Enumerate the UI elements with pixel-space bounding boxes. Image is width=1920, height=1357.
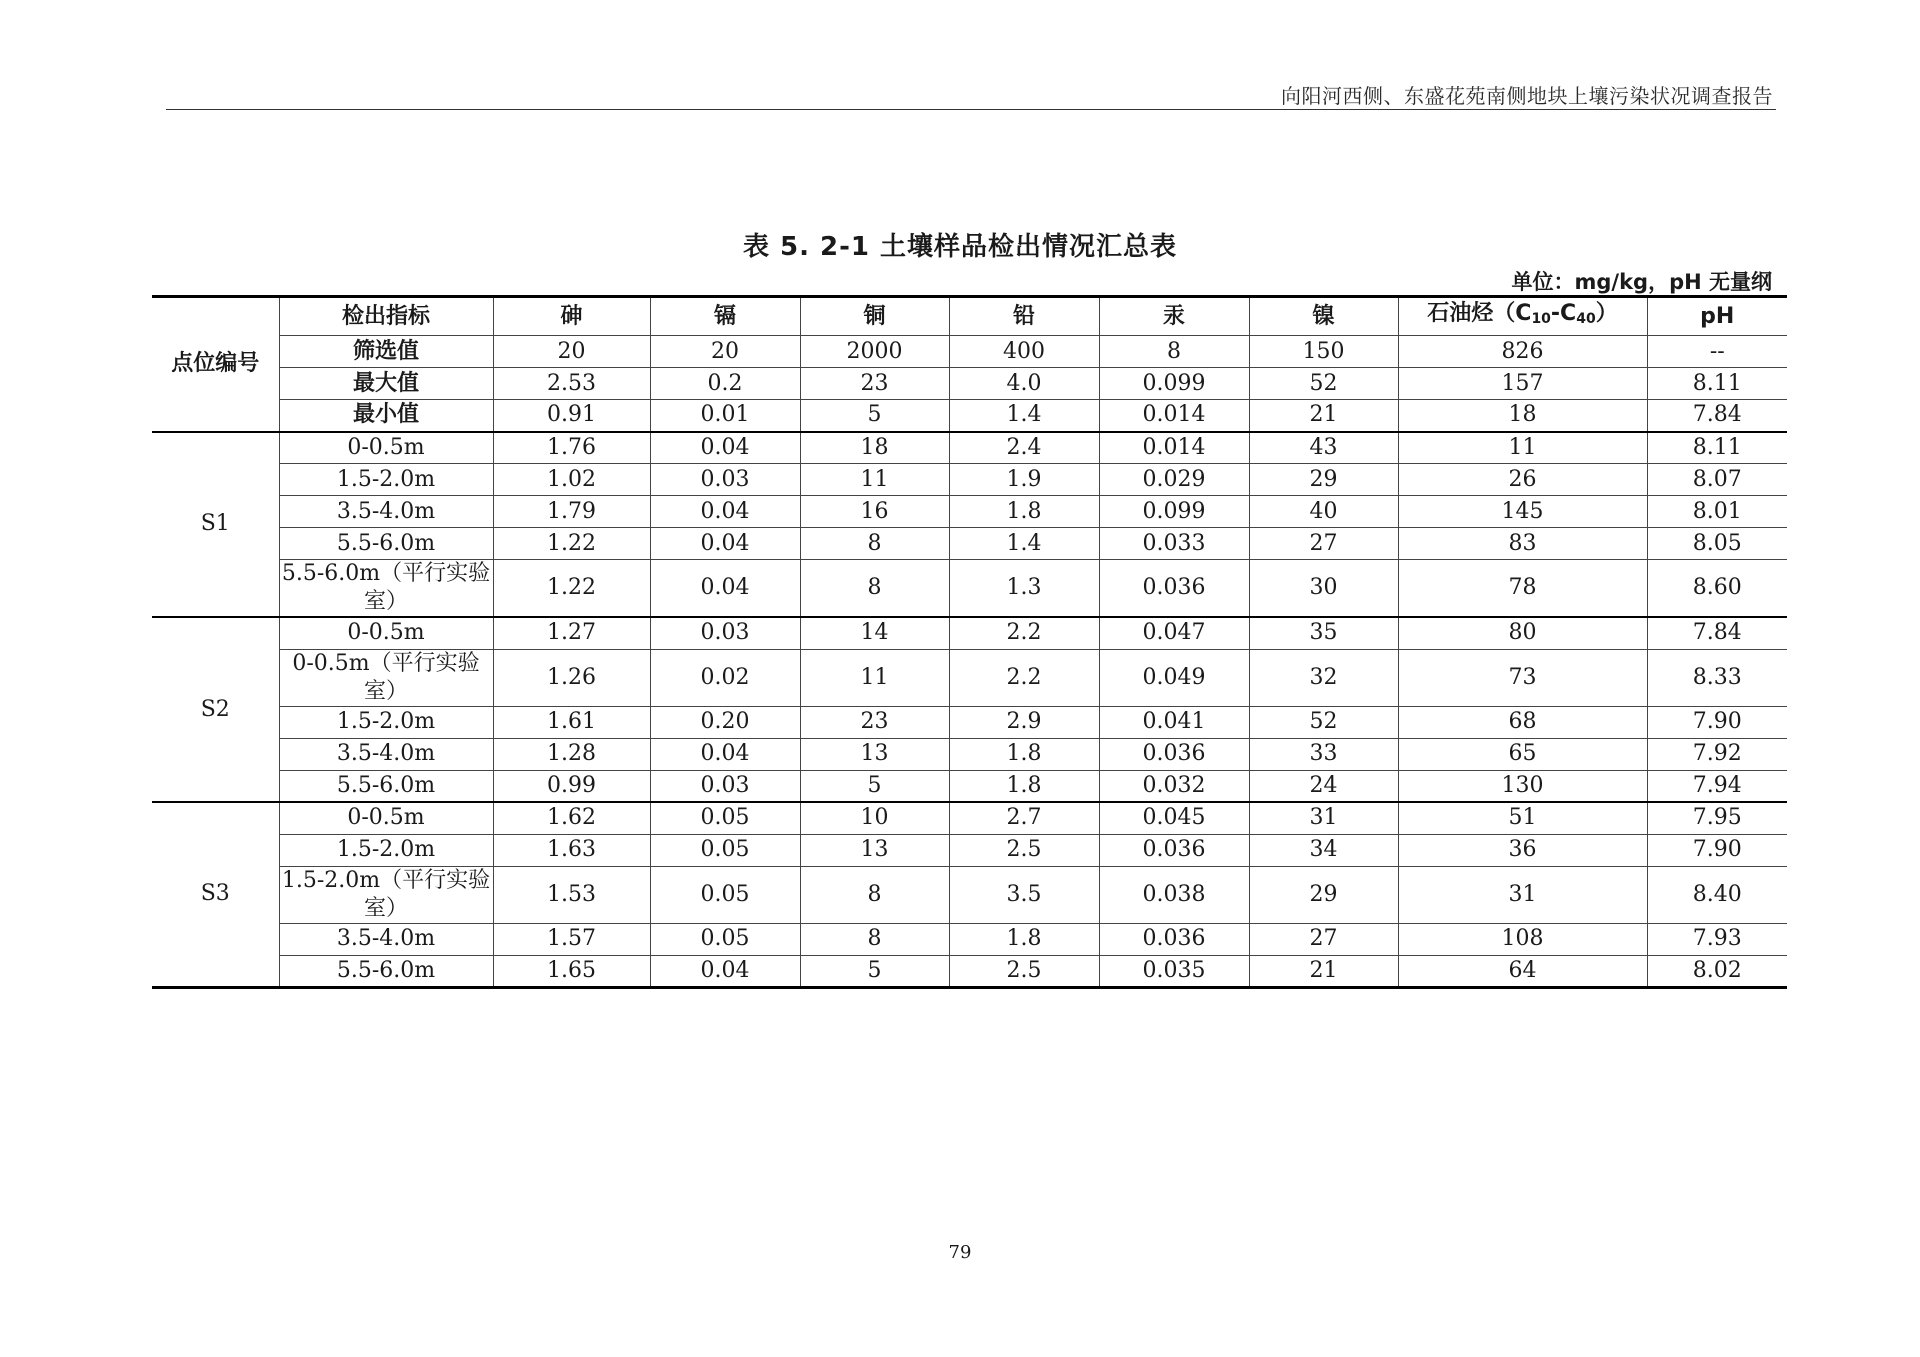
column-header-copper: 铜: [800, 297, 949, 336]
table-cell: 8.05: [1647, 528, 1787, 560]
table-cell: 2.7: [949, 802, 1099, 834]
table-cell: 2.53: [493, 368, 650, 400]
table-cell: 0.038: [1099, 866, 1249, 923]
column-header-lead: 铅: [949, 297, 1099, 336]
table-cell: 8.07: [1647, 464, 1787, 496]
table-cell: 7.90: [1647, 706, 1787, 738]
table-cell: 68: [1398, 706, 1647, 738]
table-cell: 0.099: [1099, 496, 1249, 528]
table-cell: 2.4: [949, 432, 1099, 464]
table-cell: 1.8: [949, 923, 1099, 955]
table-cell: 0.04: [650, 496, 800, 528]
table-cell: 20: [650, 336, 800, 368]
table-cell: 157: [1398, 368, 1647, 400]
table-cell: 8.11: [1647, 368, 1787, 400]
table-cell: 0.036: [1099, 560, 1249, 618]
table-cell: 108: [1398, 923, 1647, 955]
table-cell: 27: [1249, 923, 1398, 955]
table-row: [152, 834, 1787, 866]
table-cell: 0.029: [1099, 464, 1249, 496]
table-cell: 0.036: [1099, 738, 1249, 770]
table-cell: 1.8: [949, 738, 1099, 770]
table-cell: 31: [1249, 802, 1398, 834]
table-cell: 0.20: [650, 706, 800, 738]
table-cell: 1.22: [493, 560, 650, 618]
petroleum-sub-10: 10: [1531, 311, 1551, 327]
soil-results-table: [152, 295, 1787, 989]
table-cell: 0.04: [650, 560, 800, 618]
column-header-petroleum: [1398, 297, 1647, 336]
table-cell: 0.04: [650, 528, 800, 560]
table-cell: 1.76: [493, 432, 650, 464]
table-cell: 52: [1249, 706, 1398, 738]
table-row: [152, 955, 1787, 987]
table-cell: 13: [800, 738, 949, 770]
depth-cell: 0-0.5m: [279, 802, 493, 834]
table-cell: 1.22: [493, 528, 650, 560]
table-cell: 2.5: [949, 955, 1099, 987]
table-cell: 11: [1398, 432, 1647, 464]
table-cell: 8.11: [1647, 432, 1787, 464]
table-cell: 0.045: [1099, 802, 1249, 834]
table-cell: 24: [1249, 770, 1398, 802]
table-cell: 0.041: [1099, 706, 1249, 738]
table-cell: 0.04: [650, 432, 800, 464]
petroleum-sep: -C: [1550, 301, 1577, 326]
table-cell: 0.05: [650, 834, 800, 866]
table-cell: 7.84: [1647, 400, 1787, 432]
table-cell: 0.049: [1099, 649, 1249, 706]
table-cell: 29: [1249, 866, 1398, 923]
table-cell: 8.02: [1647, 955, 1787, 987]
table-cell: 40: [1249, 496, 1398, 528]
table-cell: 1.4: [949, 400, 1099, 432]
table-cell: 29: [1249, 464, 1398, 496]
table-cell: 7.84: [1647, 617, 1787, 649]
table-cell: 1.8: [949, 770, 1099, 802]
table-cell: 0.03: [650, 464, 800, 496]
table-cell: 43: [1249, 432, 1398, 464]
table-cell: 0.014: [1099, 432, 1249, 464]
table-cell: 18: [800, 432, 949, 464]
indicator-label: 检出指标: [279, 297, 493, 336]
table-cell: 51: [1398, 802, 1647, 834]
table-cell: 5: [800, 770, 949, 802]
table-cell: 0.99: [493, 770, 650, 802]
depth-cell: 1.5-2.0m: [279, 706, 493, 738]
table-row: [152, 617, 1787, 649]
table-cell: 73: [1398, 649, 1647, 706]
petroleum-sub-40: 40: [1576, 311, 1596, 327]
table-row: [152, 560, 1787, 618]
table-row: [152, 528, 1787, 560]
table-cell: 0.04: [650, 738, 800, 770]
depth-cell: 1.5-2.0m（平行实验室）: [279, 866, 493, 923]
table-cell: 1.61: [493, 706, 650, 738]
table-cell: 8: [800, 923, 949, 955]
report-header-title: 向阳河西侧、东盛花苑南侧地块上壤污染状况调查报告: [1281, 84, 1773, 108]
page-number: 79: [948, 1242, 972, 1263]
stats-row: [152, 400, 1787, 432]
depth-cell: 1.5-2.0m: [279, 464, 493, 496]
table-cell: 2.2: [949, 617, 1099, 649]
table-row: [152, 464, 1787, 496]
table-cell: 2000: [800, 336, 949, 368]
table-cell: 2.2: [949, 649, 1099, 706]
depth-cell: 1.5-2.0m: [279, 834, 493, 866]
table-cell: 7.90: [1647, 834, 1787, 866]
table-cell: 5: [800, 400, 949, 432]
table-row: [152, 802, 1787, 834]
site-id: S1: [152, 432, 279, 618]
stat-label: 最小值: [279, 400, 493, 432]
petroleum-close: ）: [1595, 301, 1618, 326]
table-cell: 8.40: [1647, 866, 1787, 923]
column-header-arsenic: 砷: [493, 297, 650, 336]
table-cell: 23: [800, 368, 949, 400]
depth-cell: 5.5-6.0m（平行实验室）: [279, 560, 493, 618]
table-cell: 2.9: [949, 706, 1099, 738]
table-cell: 400: [949, 336, 1099, 368]
table-cell: 5: [800, 955, 949, 987]
table-cell: 150: [1249, 336, 1398, 368]
table-cell: 1.26: [493, 649, 650, 706]
table-cell: 0.035: [1099, 955, 1249, 987]
table-cell: 1.62: [493, 802, 650, 834]
depth-cell: 5.5-6.0m: [279, 955, 493, 987]
table-row: [152, 866, 1787, 923]
table-cell: 13: [800, 834, 949, 866]
table-cell: 8: [800, 528, 949, 560]
table-title: 表 5. 2-1 土壤样品检出情况汇总表: [742, 232, 1178, 262]
table-cell: 0.02: [650, 649, 800, 706]
table-cell: 64: [1398, 955, 1647, 987]
table-cell: 7.94: [1647, 770, 1787, 802]
table-cell: 0.036: [1099, 923, 1249, 955]
table-cell: 1.27: [493, 617, 650, 649]
table-cell: --: [1647, 336, 1787, 368]
table-cell: 2.5: [949, 834, 1099, 866]
depth-cell: 3.5-4.0m: [279, 496, 493, 528]
table-cell: 30: [1249, 560, 1398, 618]
table-cell: 8: [800, 560, 949, 618]
header-row: [152, 297, 1787, 336]
depth-cell: 0-0.5m: [279, 432, 493, 464]
column-header-ph: pH: [1647, 297, 1787, 336]
table-cell: 1.53: [493, 866, 650, 923]
table-cell: 16: [800, 496, 949, 528]
table-cell: 8.01: [1647, 496, 1787, 528]
table-cell: 1.8: [949, 496, 1099, 528]
table-cell: 826: [1398, 336, 1647, 368]
table-cell: 80: [1398, 617, 1647, 649]
table-cell: 3.5: [949, 866, 1099, 923]
table-cell: 145: [1398, 496, 1647, 528]
table-cell: 0.03: [650, 617, 800, 649]
table-cell: 8: [1099, 336, 1249, 368]
depth-cell: 5.5-6.0m: [279, 770, 493, 802]
table-cell: 83: [1398, 528, 1647, 560]
site-id: S3: [152, 802, 279, 987]
table-row: [152, 738, 1787, 770]
table-cell: 0.033: [1099, 528, 1249, 560]
table-cell: 21: [1249, 955, 1398, 987]
table-cell: 1.57: [493, 923, 650, 955]
table-cell: 7.95: [1647, 802, 1787, 834]
table-row: [152, 496, 1787, 528]
table-cell: 18: [1398, 400, 1647, 432]
table-cell: 0.05: [650, 802, 800, 834]
table-cell: 8.60: [1647, 560, 1787, 618]
table-cell: 26: [1398, 464, 1647, 496]
table-cell: 31: [1398, 866, 1647, 923]
table-cell: 0.2: [650, 368, 800, 400]
table-cell: 1.4: [949, 528, 1099, 560]
table-row: [152, 432, 1787, 464]
table-cell: 8.33: [1647, 649, 1787, 706]
table-cell: 1.79: [493, 496, 650, 528]
table-cell: 27: [1249, 528, 1398, 560]
table-cell: 11: [800, 649, 949, 706]
column-header-mercury: 汞: [1099, 297, 1249, 336]
depth-cell: 5.5-6.0m: [279, 528, 493, 560]
stats-row: [152, 368, 1787, 400]
table-cell: 1.3: [949, 560, 1099, 618]
column-header-cadmium: 镉: [650, 297, 800, 336]
table-cell: 0.032: [1099, 770, 1249, 802]
table-cell: 1.65: [493, 955, 650, 987]
depth-cell: 3.5-4.0m: [279, 738, 493, 770]
table-row: [152, 770, 1787, 802]
table-cell: 8: [800, 866, 949, 923]
table-cell: 4.0: [949, 368, 1099, 400]
table-cell: 0.05: [650, 866, 800, 923]
depth-cell: 0-0.5m: [279, 617, 493, 649]
stat-label: 最大值: [279, 368, 493, 400]
table-cell: 1.28: [493, 738, 650, 770]
table-cell: 10: [800, 802, 949, 834]
table-cell: 0.036: [1099, 834, 1249, 866]
table-cell: 0.91: [493, 400, 650, 432]
table-cell: 14: [800, 617, 949, 649]
table-cell: 130: [1398, 770, 1647, 802]
petroleum-label: 石油烃（C: [1427, 301, 1532, 326]
stats-row: [152, 336, 1787, 368]
table-cell: 32: [1249, 649, 1398, 706]
table-cell: 11: [800, 464, 949, 496]
table-cell: 35: [1249, 617, 1398, 649]
table-cell: 78: [1398, 560, 1647, 618]
column-header-nickel: 镍: [1249, 297, 1398, 336]
table-cell: 23: [800, 706, 949, 738]
table-cell: 7.93: [1647, 923, 1787, 955]
table-cell: 1.9: [949, 464, 1099, 496]
site-label: 点位编号: [152, 297, 279, 432]
table-cell: 65: [1398, 738, 1647, 770]
header-rule: [166, 109, 1776, 110]
table-row: [152, 923, 1787, 955]
table-cell: 36: [1398, 834, 1647, 866]
depth-cell: 0-0.5m（平行实验室）: [279, 649, 493, 706]
unit-note: 单位：mg/kg，pH 无量纲: [1511, 270, 1772, 294]
table-cell: 21: [1249, 400, 1398, 432]
table-cell: 0.05: [650, 923, 800, 955]
table-cell: 0.047: [1099, 617, 1249, 649]
table-cell: 0.014: [1099, 400, 1249, 432]
table-row: [152, 706, 1787, 738]
table-cell: 34: [1249, 834, 1398, 866]
table-cell: 1.63: [493, 834, 650, 866]
table-cell: 0.01: [650, 400, 800, 432]
stat-label: 筛选值: [279, 336, 493, 368]
table-cell: 0.04: [650, 955, 800, 987]
table-cell: 20: [493, 336, 650, 368]
table-row: [152, 649, 1787, 706]
table-cell: 52: [1249, 368, 1398, 400]
table-cell: 0.03: [650, 770, 800, 802]
depth-cell: 3.5-4.0m: [279, 923, 493, 955]
table-cell: 0.099: [1099, 368, 1249, 400]
site-id: S2: [152, 617, 279, 802]
table-cell: 7.92: [1647, 738, 1787, 770]
table-cell: 1.02: [493, 464, 650, 496]
table-cell: 33: [1249, 738, 1398, 770]
